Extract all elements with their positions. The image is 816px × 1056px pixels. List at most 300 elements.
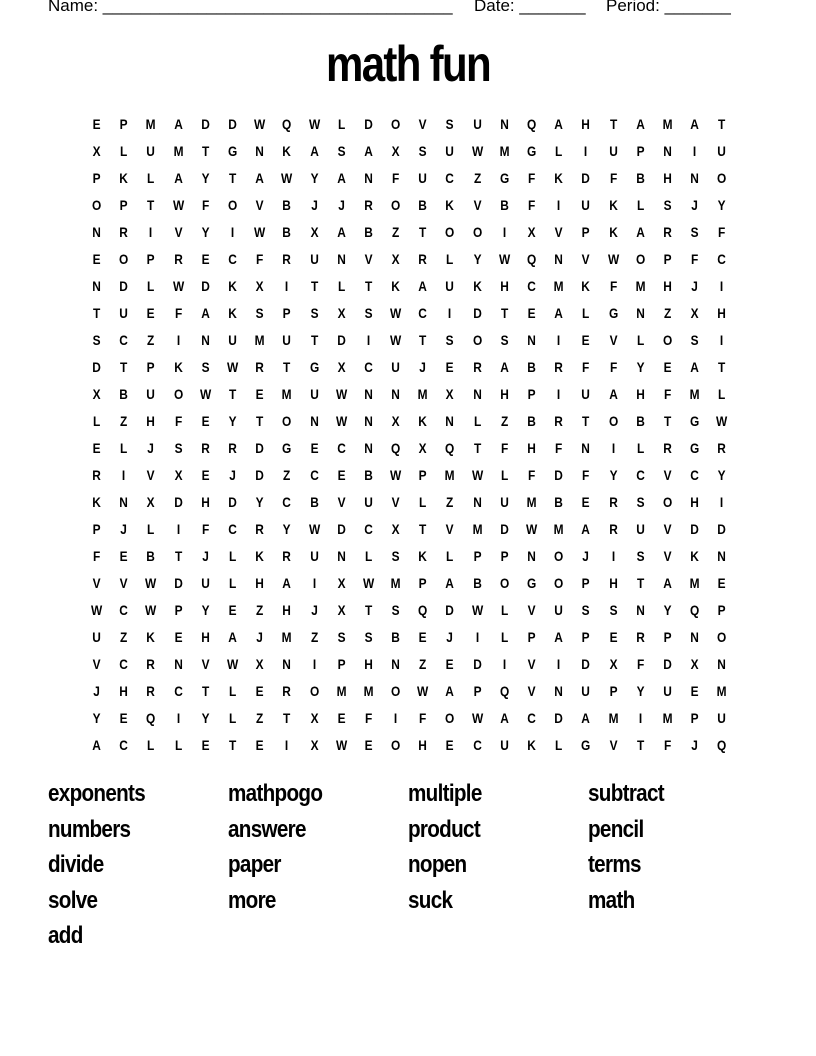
grid-letter: S bbox=[663, 197, 672, 213]
grid-letter: W bbox=[471, 602, 483, 618]
grid-letter: B bbox=[418, 197, 428, 213]
grid-letter: L bbox=[228, 710, 237, 726]
grid-letter: W bbox=[607, 251, 619, 267]
grid-letter: V bbox=[609, 332, 618, 348]
grid-letter: R bbox=[255, 359, 265, 375]
grid-letter: E bbox=[717, 575, 726, 591]
grid-letter: P bbox=[418, 575, 427, 591]
grid-letter: S bbox=[690, 332, 699, 348]
grid-letter: B bbox=[500, 197, 509, 213]
grid-letter: O bbox=[635, 251, 645, 267]
grid-letter: E bbox=[663, 359, 672, 375]
grid-row bbox=[83, 653, 736, 680]
grid-letter: A bbox=[445, 575, 455, 591]
grid-letter: M bbox=[635, 278, 646, 294]
grid-letter: C bbox=[309, 467, 319, 483]
grid-letter: X bbox=[337, 305, 346, 321]
grid-letter: R bbox=[418, 251, 428, 267]
grid-letter: H bbox=[663, 170, 672, 186]
grid-letter: V bbox=[92, 575, 101, 591]
grid-letter: Y bbox=[201, 602, 210, 618]
grid-letter: D bbox=[228, 494, 237, 510]
grid-letter: T bbox=[663, 413, 672, 429]
grid-letter: T bbox=[636, 575, 644, 591]
grid-letter: Y bbox=[717, 467, 726, 483]
grid-letter: P bbox=[527, 386, 536, 402]
grid-letter: Y bbox=[201, 710, 210, 726]
grid-letter: U bbox=[391, 359, 400, 375]
grid-letter: B bbox=[364, 467, 373, 483]
grid-letter: L bbox=[337, 278, 345, 294]
grid-letter: C bbox=[364, 359, 373, 375]
grid-letter: U bbox=[554, 602, 564, 618]
grid-letter: Q bbox=[717, 737, 727, 753]
grid-letter: I bbox=[720, 278, 724, 294]
grid-letter: T bbox=[92, 305, 101, 321]
grid-letter: O bbox=[472, 332, 482, 348]
grid-letter: T bbox=[419, 332, 427, 348]
grid-letter: N bbox=[527, 548, 536, 564]
grid-letter: R bbox=[663, 440, 672, 456]
grid-letter: P bbox=[717, 602, 726, 618]
grid-letter: H bbox=[581, 116, 591, 132]
grid-row bbox=[83, 626, 736, 653]
grid-letter: L bbox=[636, 197, 644, 213]
grid-letter: S bbox=[609, 602, 618, 618]
grid-row bbox=[83, 464, 736, 491]
grid-letter: W bbox=[226, 359, 239, 375]
grid-letter: L bbox=[92, 413, 101, 429]
grid-letter: F bbox=[582, 359, 590, 375]
grid-letter: X bbox=[310, 710, 319, 726]
grid-letter: M bbox=[472, 521, 483, 537]
grid-letter: L bbox=[500, 629, 509, 645]
grid-letter: W bbox=[335, 386, 347, 402]
grid-letter: D bbox=[119, 278, 129, 294]
word-bank-row bbox=[48, 816, 768, 852]
grid-letter: J bbox=[446, 629, 454, 645]
grid-letter: X bbox=[690, 305, 699, 321]
word-bank-item: subtract bbox=[588, 780, 664, 807]
grid-letter: O bbox=[608, 413, 618, 429]
grid-letter: V bbox=[609, 737, 618, 753]
grid-letter: D bbox=[336, 332, 346, 348]
grid-row bbox=[83, 275, 736, 302]
grid-letter: O bbox=[717, 170, 727, 186]
grid-letter: Y bbox=[717, 197, 726, 213]
grid-letter: W bbox=[254, 116, 266, 132]
grid-letter: Z bbox=[256, 710, 264, 726]
grid-letter: J bbox=[202, 548, 209, 564]
grid-letter: M bbox=[445, 467, 455, 483]
word-bank-item: multiple bbox=[408, 780, 482, 807]
grid-letter: E bbox=[255, 683, 264, 699]
grid-letter: I bbox=[122, 467, 126, 483]
grid-letter: K bbox=[690, 548, 700, 564]
grid-letter: D bbox=[255, 440, 265, 456]
grid-letter: R bbox=[282, 251, 292, 267]
word-bank-row bbox=[48, 922, 768, 958]
page-title: math fun bbox=[326, 36, 490, 92]
grid-letter: J bbox=[310, 602, 318, 618]
grid-letter: E bbox=[446, 359, 455, 375]
grid-letter: D bbox=[255, 467, 265, 483]
grid-letter: A bbox=[581, 710, 591, 726]
grid-letter: N bbox=[581, 440, 591, 456]
grid-letter: R bbox=[608, 494, 618, 510]
grid-letter: A bbox=[336, 170, 346, 186]
grid-letter: B bbox=[391, 629, 400, 645]
grid-letter: P bbox=[581, 575, 590, 591]
grid-letter: V bbox=[527, 656, 536, 672]
grid-row bbox=[83, 167, 736, 194]
grid-letter: R bbox=[119, 224, 129, 240]
grid-letter: O bbox=[309, 683, 319, 699]
grid-letter: I bbox=[285, 737, 289, 753]
grid-letter: T bbox=[582, 413, 590, 429]
grid-letter: L bbox=[120, 143, 128, 159]
grid-letter: P bbox=[92, 170, 101, 186]
grid-letter: N bbox=[92, 278, 101, 294]
grid-letter: I bbox=[638, 710, 642, 726]
grid-letter: T bbox=[364, 278, 373, 294]
grid-letter: E bbox=[119, 710, 128, 726]
grid-letter: A bbox=[201, 305, 210, 321]
grid-letter: I bbox=[176, 332, 180, 348]
grid-letter: D bbox=[581, 656, 591, 672]
grid-row bbox=[83, 302, 736, 329]
grid-letter: Q bbox=[445, 440, 455, 456]
grid-letter: X bbox=[418, 440, 427, 456]
grid-letter: M bbox=[281, 386, 292, 402]
grid-letter: G bbox=[526, 575, 537, 591]
grid-letter: L bbox=[228, 548, 237, 564]
grid-letter: N bbox=[173, 656, 183, 672]
grid-letter: U bbox=[663, 683, 672, 699]
grid-letter: V bbox=[446, 521, 455, 537]
grid-letter: L bbox=[337, 116, 345, 132]
grid-letter: N bbox=[364, 440, 373, 456]
grid-letter: L bbox=[147, 278, 155, 294]
grid-letter: P bbox=[609, 683, 618, 699]
grid-letter: X bbox=[255, 656, 264, 672]
grid-letter: E bbox=[201, 467, 210, 483]
grid-letter: X bbox=[92, 386, 101, 402]
grid-letter: J bbox=[147, 440, 155, 456]
grid-letter: W bbox=[498, 251, 511, 267]
grid-letter: H bbox=[119, 683, 129, 699]
grid-letter: D bbox=[554, 710, 564, 726]
grid-letter: E bbox=[255, 737, 264, 753]
grid-letter: E bbox=[337, 710, 346, 726]
grid-letter: L bbox=[446, 548, 454, 564]
grid-letter: O bbox=[554, 575, 564, 591]
grid-letter: D bbox=[336, 521, 346, 537]
grid-letter: U bbox=[92, 629, 101, 645]
grid-letter: W bbox=[525, 521, 538, 537]
grid-letter: X bbox=[690, 656, 699, 672]
grid-letter: D bbox=[663, 656, 672, 672]
grid-letter: H bbox=[418, 737, 428, 753]
grid-letter: I bbox=[557, 197, 561, 213]
grid-letter: U bbox=[146, 386, 156, 402]
grid-letter: A bbox=[500, 359, 509, 375]
grid-letter: J bbox=[120, 521, 128, 537]
word-bank-item: mathpogo bbox=[228, 780, 323, 807]
grid-letter: S bbox=[255, 305, 264, 321]
grid-letter: F bbox=[527, 197, 536, 213]
grid-letter: F bbox=[609, 359, 617, 375]
grid-letter: V bbox=[92, 656, 101, 672]
grid-letter: I bbox=[502, 224, 507, 240]
grid-letter: N bbox=[690, 629, 700, 645]
grid-letter: W bbox=[145, 602, 157, 618]
word-bank-item: exponents bbox=[48, 780, 146, 807]
grid-letter: T bbox=[147, 197, 155, 213]
grid-letter: U bbox=[146, 143, 156, 159]
grid-letter: O bbox=[91, 197, 102, 213]
grid-letter: H bbox=[146, 413, 156, 429]
grid-letter: F bbox=[201, 197, 209, 213]
grid-letter: U bbox=[581, 683, 591, 699]
grid-letter: P bbox=[663, 629, 672, 645]
word-bank-item: divide bbox=[48, 851, 104, 879]
grid-letter: N bbox=[391, 386, 400, 402]
grid-letter: K bbox=[92, 494, 101, 510]
grid-letter: N bbox=[309, 413, 319, 429]
grid-letter: V bbox=[201, 656, 210, 672]
period-field-label: Period: _______ bbox=[606, 0, 731, 15]
grid-letter: Y bbox=[636, 683, 645, 699]
grid-letter: D bbox=[472, 305, 482, 321]
grid-row bbox=[83, 140, 736, 167]
grid-row bbox=[83, 734, 736, 761]
grid-letter: Z bbox=[392, 224, 400, 240]
grid-letter: L bbox=[364, 548, 373, 564]
grid-letter: A bbox=[418, 278, 428, 294]
grid-letter: Q bbox=[146, 710, 156, 726]
grid-letter: R bbox=[228, 440, 237, 456]
grid-letter: K bbox=[608, 224, 618, 240]
grid-letter: V bbox=[554, 224, 563, 240]
grid-letter: I bbox=[366, 332, 371, 348]
grid-letter: F bbox=[691, 251, 699, 267]
grid-letter: A bbox=[663, 575, 672, 591]
grid-letter: W bbox=[308, 521, 320, 537]
grid-row bbox=[83, 572, 736, 599]
grid-letter: T bbox=[473, 440, 481, 456]
grid-letter: B bbox=[119, 386, 129, 402]
grid-letter: P bbox=[527, 629, 536, 645]
grid-letter: F bbox=[527, 170, 536, 186]
grid-letter: Y bbox=[282, 521, 291, 537]
grid-letter: A bbox=[255, 170, 265, 186]
grid-letter: A bbox=[336, 224, 346, 240]
grid-letter: K bbox=[255, 548, 265, 564]
grid-letter: N bbox=[92, 224, 101, 240]
grid-letter: D bbox=[92, 359, 101, 375]
word-bank bbox=[48, 780, 768, 958]
grid-letter: C bbox=[527, 710, 536, 726]
grid-letter: Q bbox=[526, 116, 537, 132]
grid-letter: K bbox=[472, 278, 482, 294]
grid-letter: E bbox=[255, 386, 264, 402]
grid-letter: A bbox=[282, 575, 292, 591]
grid-letter: N bbox=[663, 143, 672, 159]
grid-letter: S bbox=[337, 629, 346, 645]
grid-letter: O bbox=[445, 710, 455, 726]
grid-row bbox=[83, 248, 736, 275]
grid-letter: A bbox=[445, 683, 455, 699]
grid-letter: L bbox=[500, 467, 509, 483]
grid-letter: I bbox=[393, 710, 398, 726]
grid-letter: X bbox=[174, 467, 183, 483]
grid-letter: P bbox=[337, 656, 346, 672]
grid-letter: H bbox=[527, 440, 536, 456]
grid-letter: X bbox=[310, 737, 319, 753]
grid-letter: T bbox=[636, 737, 644, 753]
grid-letter: Y bbox=[92, 710, 101, 726]
grid-letter: I bbox=[557, 332, 561, 348]
grid-letter: C bbox=[119, 332, 129, 348]
grid-letter: C bbox=[690, 467, 700, 483]
grid-letter: I bbox=[720, 332, 724, 348]
grid-letter: I bbox=[502, 656, 507, 672]
grid-letter: M bbox=[281, 629, 292, 645]
grid-letter: K bbox=[445, 197, 455, 213]
grid-letter: D bbox=[228, 116, 237, 132]
grid-letter: X bbox=[391, 413, 400, 429]
grid-letter: O bbox=[717, 629, 727, 645]
grid-letter: W bbox=[390, 305, 402, 321]
grid-letter: V bbox=[473, 197, 482, 213]
grid-letter: P bbox=[174, 602, 183, 618]
grid-letter: B bbox=[527, 359, 536, 375]
grid-letter: C bbox=[418, 305, 428, 321]
grid-letter: U bbox=[282, 332, 292, 348]
grid-letter: X bbox=[255, 278, 264, 294]
grid-letter: I bbox=[611, 548, 615, 564]
grid-letter: N bbox=[717, 548, 727, 564]
grid-letter: T bbox=[310, 278, 318, 294]
grid-letter: N bbox=[364, 413, 373, 429]
grid-letter: U bbox=[445, 143, 455, 159]
grid-letter: S bbox=[364, 629, 373, 645]
grid-letter: B bbox=[282, 197, 292, 213]
word-bank-item: product bbox=[408, 815, 481, 843]
grid-letter: O bbox=[173, 386, 183, 402]
grid-letter: M bbox=[499, 143, 510, 159]
grid-letter: A bbox=[364, 143, 373, 159]
grid-letter: V bbox=[527, 602, 536, 618]
grid-letter: J bbox=[419, 359, 427, 375]
grid-letter: L bbox=[174, 737, 182, 753]
grid-letter: R bbox=[255, 521, 265, 537]
grid-letter: N bbox=[364, 170, 373, 186]
grid-letter: H bbox=[255, 575, 265, 591]
grid-letter: O bbox=[391, 116, 401, 132]
grid-letter: K bbox=[282, 143, 292, 159]
grid-row bbox=[83, 437, 736, 464]
grid-letter: E bbox=[418, 629, 427, 645]
grid-letter: U bbox=[472, 116, 482, 132]
grid-letter: C bbox=[228, 251, 237, 267]
grid-letter: L bbox=[446, 251, 454, 267]
grid-letter: Y bbox=[255, 494, 264, 510]
grid-letter: C bbox=[119, 602, 129, 618]
grid-letter: F bbox=[527, 467, 536, 483]
grid-letter: U bbox=[228, 332, 237, 348]
grid-letter: I bbox=[176, 710, 180, 726]
grid-letter: K bbox=[554, 170, 564, 186]
word-bank-item: add bbox=[48, 922, 83, 950]
grid-letter: F bbox=[609, 278, 617, 294]
grid-letter: R bbox=[173, 251, 183, 267]
grid-letter: X bbox=[527, 224, 536, 240]
grid-letter: C bbox=[336, 440, 346, 456]
grid-letter: Q bbox=[499, 683, 510, 699]
grid-letter: P bbox=[119, 116, 128, 132]
grid-letter: T bbox=[201, 683, 209, 699]
grid-letter: U bbox=[636, 521, 645, 537]
grid-letter: K bbox=[173, 359, 183, 375]
grid-letter: A bbox=[228, 629, 237, 645]
grid-letter: J bbox=[691, 278, 699, 294]
grid-letter: M bbox=[146, 116, 156, 132]
grid-letter: Y bbox=[609, 467, 618, 483]
grid-letter: T bbox=[228, 386, 237, 402]
word-bank-item: numbers bbox=[48, 815, 131, 843]
grid-letter: M bbox=[336, 683, 347, 699]
grid-letter: Q bbox=[282, 116, 292, 132]
grid-letter: H bbox=[201, 629, 210, 645]
grid-letter: B bbox=[527, 413, 536, 429]
word-bank-item: answere bbox=[228, 815, 306, 843]
grid-letter: K bbox=[581, 278, 591, 294]
name-field-label: Name: _____________________________________ bbox=[48, 0, 453, 15]
grid-letter: R bbox=[146, 656, 156, 672]
grid-letter: J bbox=[691, 737, 699, 753]
grid-letter: R bbox=[717, 440, 727, 456]
grid-letter: L bbox=[228, 683, 237, 699]
grid-letter: C bbox=[527, 278, 536, 294]
grid-letter: R bbox=[636, 629, 645, 645]
worksheet-header bbox=[48, 0, 768, 20]
grid-letter: D bbox=[554, 467, 564, 483]
grid-letter: U bbox=[581, 197, 591, 213]
grid-letter: Z bbox=[120, 413, 128, 429]
grid-letter: K bbox=[228, 278, 237, 294]
grid-letter: A bbox=[608, 386, 618, 402]
grid-letter: B bbox=[282, 224, 292, 240]
grid-letter: O bbox=[662, 332, 673, 348]
grid-letter: W bbox=[226, 656, 239, 672]
grid-letter: A bbox=[636, 116, 645, 132]
grid-letter: J bbox=[93, 683, 100, 699]
grid-letter: W bbox=[145, 575, 157, 591]
grid-letter: B bbox=[364, 224, 373, 240]
grid-letter: C bbox=[472, 737, 482, 753]
grid-letter: W bbox=[335, 737, 347, 753]
grid-letter: M bbox=[662, 116, 673, 132]
grid-letter: P bbox=[581, 629, 590, 645]
grid-letter: F bbox=[609, 170, 617, 186]
grid-letter: P bbox=[146, 251, 155, 267]
grid-letter: R bbox=[472, 359, 482, 375]
word-bank-item: terms bbox=[588, 851, 641, 879]
grid-letter: G bbox=[526, 143, 537, 159]
grid-letter: P bbox=[473, 683, 482, 699]
